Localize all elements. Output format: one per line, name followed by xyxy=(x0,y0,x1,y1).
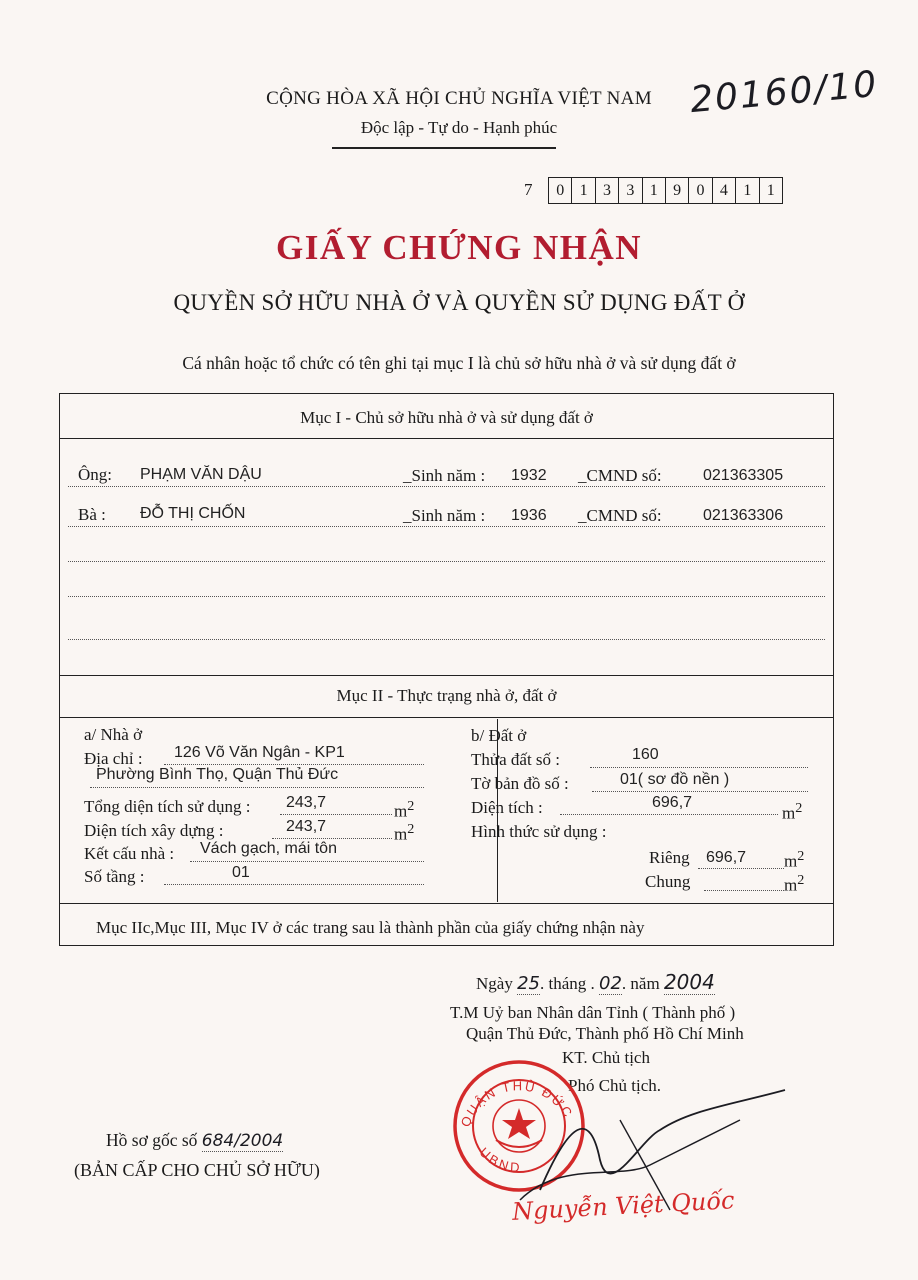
dotted-line xyxy=(280,814,392,815)
intro-text: Cá nhân hoặc tổ chức có tên ghi tại mục I là chủ sở hữu nhà ở và sử dụng đất ở xyxy=(182,353,736,373)
dossier-label: Hồ sơ gốc số xyxy=(106,1130,198,1150)
house-floors-value: 01 xyxy=(232,864,250,881)
serial-digit: 1 xyxy=(643,178,666,203)
copy-for-owner: (BẢN CẤP CHO CHỦ SỞ HỮU) xyxy=(74,1160,320,1180)
serial-number-boxes xyxy=(548,177,783,204)
unit-text: m xyxy=(784,875,798,895)
section1-title: Mục I - Chủ sở hữu nhà ở và sử dụng đất ở xyxy=(300,408,593,427)
section2-top-border xyxy=(60,675,833,676)
serial-prefix: 7 xyxy=(524,180,533,199)
date-month-label: tháng xyxy=(548,974,587,993)
dotted-line xyxy=(68,486,825,487)
owner2-birth-label: _Sinh năm : xyxy=(403,506,486,525)
land-area-unit xyxy=(782,800,802,824)
owner1-id-label: _CMND số: xyxy=(578,466,662,485)
owner2-id-label: _CMND số: xyxy=(578,506,662,525)
dotted-line xyxy=(68,639,825,640)
house-address-line2: Phường Bình Thọ, Quận Thủ Đức xyxy=(96,766,339,783)
for-chair-line: KT. Chủ tịch xyxy=(562,1048,650,1067)
district-line: Quận Thủ Đức, Thành phố Hồ Chí Minh xyxy=(466,1024,744,1043)
certificate-table xyxy=(59,393,834,946)
dotted-line xyxy=(272,838,392,839)
section2-title: Mục II - Thực trạng nhà ở, đất ở xyxy=(336,686,557,705)
handwritten-number: 20160/10 xyxy=(688,63,880,122)
dotted-line xyxy=(90,787,424,788)
house-structure-label: Kết cấu nhà : xyxy=(84,844,175,863)
date-day: 25 xyxy=(517,973,540,994)
serial-digit: 1 xyxy=(766,182,775,199)
house-heading: a/ Nhà ở xyxy=(84,725,143,744)
unit-text: m xyxy=(784,851,798,871)
house-built-area-unit xyxy=(394,821,414,845)
house-built-area-label: Diện tích xây dựng : xyxy=(84,821,224,840)
dotted-line xyxy=(68,526,825,527)
serial-digit: 0 xyxy=(689,178,712,203)
owner1-id-number: 021363305 xyxy=(703,467,784,484)
nation-heading: CỘNG HÒA XÃ HỘI CHỦ NGHĨA VIỆT NAM xyxy=(266,88,652,109)
signer-name: Nguyễn Việt Quốc xyxy=(511,1186,736,1226)
seal-text-top: QUẬN THỦ ĐỨC xyxy=(457,1078,577,1130)
owner1-name: PHẠM VĂN DẬU xyxy=(140,466,262,483)
land-map-sheet-value: 01( sơ đồ nền ) xyxy=(620,771,730,788)
owner1-birth-label: _Sinh năm : xyxy=(403,466,486,485)
house-structure-value: Vách gạch, mái tôn xyxy=(200,840,337,857)
land-private-value: 696,7 xyxy=(706,849,747,866)
document-title: GIẤY CHỨNG NHẬN xyxy=(275,228,642,267)
unit-text: m xyxy=(394,824,408,844)
serial-digit: 1 xyxy=(736,178,759,203)
land-shared-label: Chung xyxy=(645,872,691,891)
dossier-value: 684/2004 xyxy=(201,1131,284,1151)
dotted-line xyxy=(698,868,784,869)
footer-note: Mục IIc,Mục III, Mục IV ở các trang sau là thành phần của giấy chứng nhận này xyxy=(96,918,645,937)
serial-digit: 1 xyxy=(572,178,595,203)
land-map-sheet-label: Tờ bản đồ số : xyxy=(471,774,569,793)
date-day-label: Ngày xyxy=(476,974,513,993)
house-total-area-unit xyxy=(394,798,414,822)
issue-date: Ngày 25. tháng . 02. năm 2004 xyxy=(476,970,715,994)
serial-digit: 3 xyxy=(619,178,642,203)
owner2-prefix: Bà : xyxy=(78,505,106,524)
unit-superscript: 2 xyxy=(407,821,415,837)
unit-superscript: 2 xyxy=(797,872,805,888)
footer-divider xyxy=(60,903,833,904)
section2-divider xyxy=(60,717,833,718)
dotted-line xyxy=(590,767,808,768)
unit-superscript: 2 xyxy=(407,798,415,814)
serial-digit: 4 xyxy=(713,178,736,203)
serial-digit: 3 xyxy=(596,178,619,203)
land-area-value: 696,7 xyxy=(652,794,693,811)
unit-superscript: 2 xyxy=(795,800,803,816)
dotted-line xyxy=(68,596,825,597)
owner2-name: ĐỖ THỊ CHỐN xyxy=(140,505,246,522)
house-total-area-label: Tổng diện tích sử dụng : xyxy=(84,797,251,816)
unit-superscript: 2 xyxy=(797,848,805,864)
serial-digit: 9 xyxy=(666,178,689,203)
land-parcel-value: 160 xyxy=(632,746,659,763)
committee-line: T.M Uỷ ban Nhân dân Tỉnh ( Thành phố ) xyxy=(450,1003,736,1022)
serial-digit: 0 xyxy=(549,178,572,203)
unit-text: m xyxy=(782,803,796,823)
dotted-line xyxy=(592,791,808,792)
motto: Độc lập - Tự do - Hạnh phúc xyxy=(360,118,558,137)
dotted-line xyxy=(190,861,424,862)
house-address-line1: 126 Võ Văn Ngân - KP1 xyxy=(174,744,345,761)
house-total-area-value: 243,7 xyxy=(286,794,327,811)
date-year-label: năm xyxy=(630,974,660,993)
section1-divider xyxy=(60,438,833,439)
owner1-birth-year: 1932 xyxy=(511,467,547,484)
dotted-line xyxy=(560,814,778,815)
house-address-label: Địa chỉ : xyxy=(84,749,143,768)
seal-text-bottom: UBND xyxy=(476,1144,523,1176)
date-month: 02 xyxy=(599,973,622,994)
dotted-line xyxy=(164,884,424,885)
land-private-unit xyxy=(784,848,804,872)
dotted-line xyxy=(164,764,424,765)
land-private-label: Riêng xyxy=(649,848,690,867)
land-area-label: Diện tích : xyxy=(471,798,543,817)
house-built-area-value: 243,7 xyxy=(286,818,327,835)
owner2-id-number: 021363306 xyxy=(703,507,784,524)
owner1-prefix: Ông: xyxy=(78,465,112,484)
owner2-birth-year: 1936 xyxy=(511,507,547,524)
unit-text: m xyxy=(394,801,408,821)
vice-chair-line: Phó Chủ tịch. xyxy=(568,1076,662,1095)
dotted-line xyxy=(68,561,825,562)
date-year: 2004 xyxy=(663,970,715,994)
land-shared-unit xyxy=(784,872,804,896)
land-parcel-label: Thửa đất số : xyxy=(471,750,561,769)
dotted-line xyxy=(704,890,784,891)
house-floors-label: Số tầng : xyxy=(84,867,145,886)
dossier-number xyxy=(106,1130,283,1151)
land-usage-label: Hình thức sử dụng : xyxy=(471,822,607,841)
motto-underline xyxy=(332,147,556,149)
land-heading: b/ Đất ở xyxy=(471,726,527,745)
document-subtitle: QUYỀN SỞ HỮU NHÀ Ở VÀ QUYỀN SỬ DỤNG ĐẤT Ở xyxy=(173,290,745,315)
